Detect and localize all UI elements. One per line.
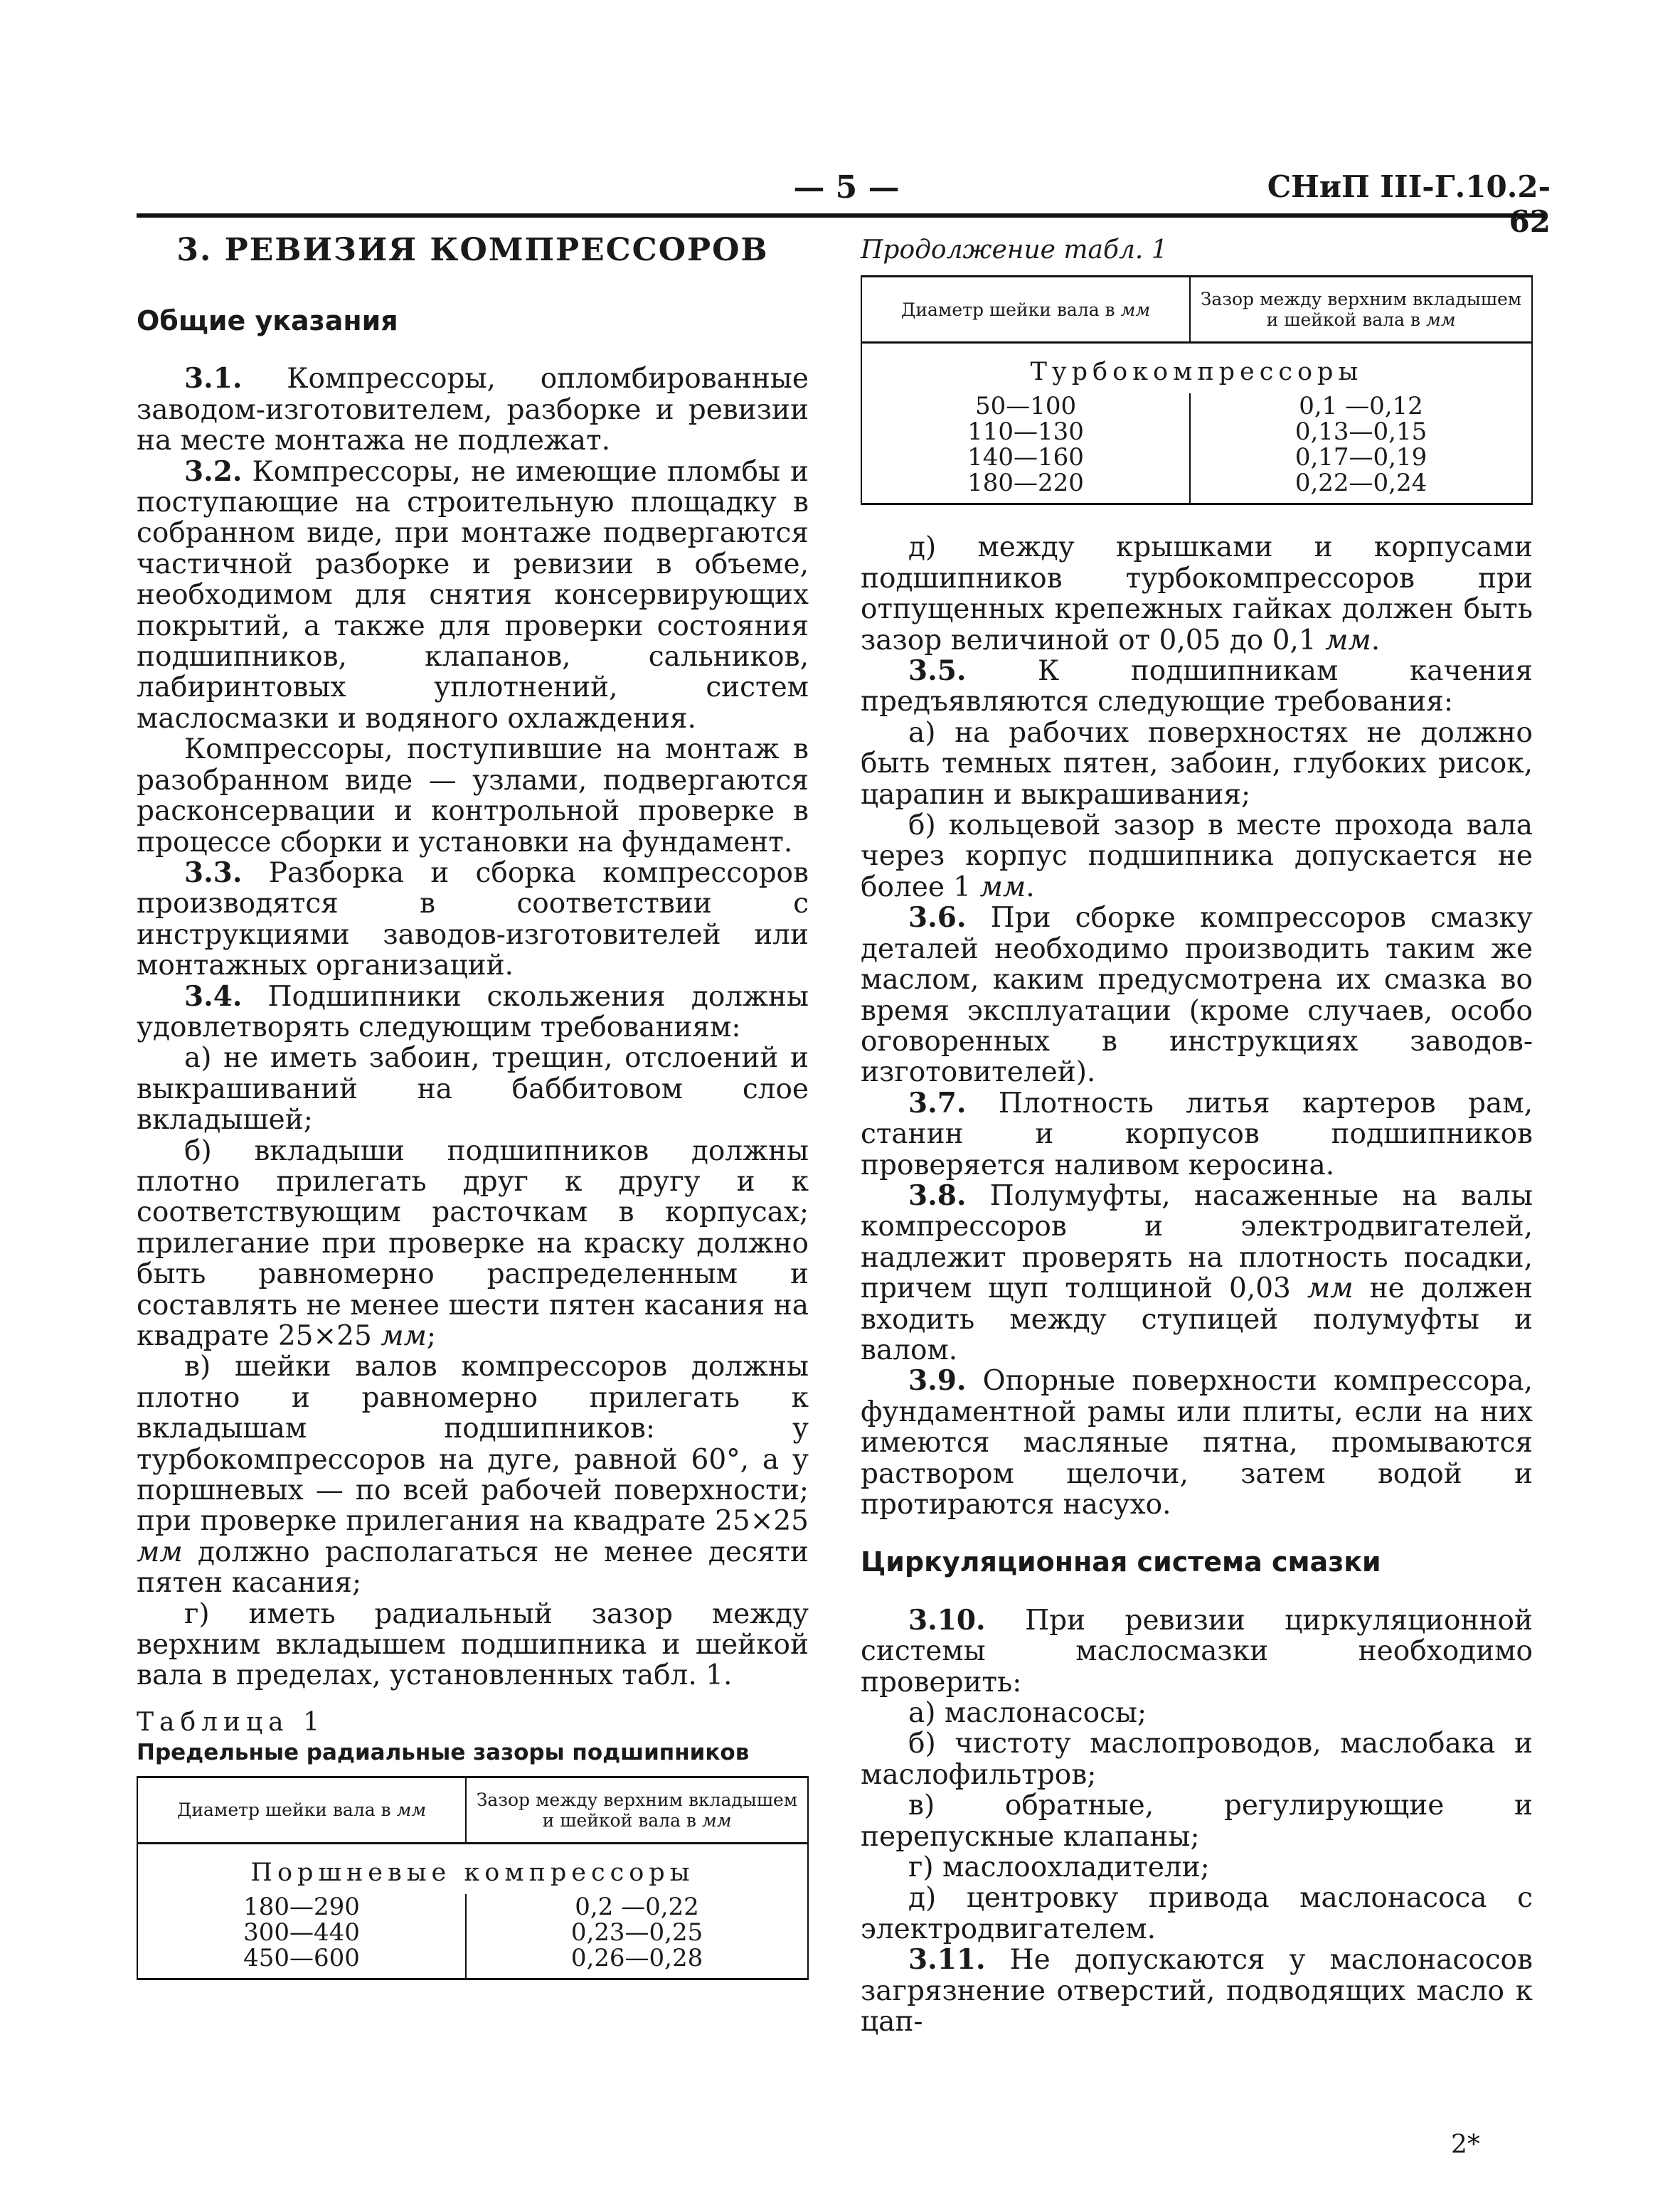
- para-text: При ревизии циркуляционной системы маслосмазки необходимо проверить:: [861, 1604, 1533, 1698]
- para-number: 3.4.: [184, 979, 243, 1013]
- table1-caption: Таблица 1: [137, 1707, 325, 1737]
- para-3-7: [861, 1088, 1533, 1181]
- list-item-a: а) на рабочих поверхностях не должно быть темных пятен, забоин, глубоких рисок, царапин и выкрашивания;: [861, 716, 1533, 811]
- para-number: 3.6.: [908, 901, 967, 935]
- table1-title: Предельные радиальные зазоры подшипников: [137, 1740, 750, 1766]
- signature-mark: 2*: [1451, 2130, 1480, 2159]
- para-3-11: [861, 1945, 1533, 2037]
- table-row: 140—160 0,17—0,19: [861, 445, 1532, 470]
- list-item-v: в) обратные, регулирующие и перепускные клапаны;: [861, 1790, 1533, 1853]
- subsection-general: Общие указания: [137, 305, 398, 336]
- header-rule: [137, 213, 1545, 218]
- para-text: Компрессоры, не имеющие пломбы и поступающие на строительную площадку в собранном виде, при монтаже подвергаются частичной разборке и ревизии в объеме, необходимом для снятия консервирующих покрытий, а также для проверки состояния подшипников, клапанов, сальников, лабиринтовых уплотнений, систем маслосмазки и водяного охлаждения.: [137, 455, 809, 735]
- unit-mm: мм: [137, 1536, 183, 1568]
- para-text: При сборке компрессоров смазку деталей необходимо производить таким же маслом, каким предусмотрена их смазка во время эксплуатации (кроме случаев, особо оговоренных в инструкциях заводов-изготовителей).: [861, 902, 1533, 1089]
- list-item-a: а) маслонасосы;: [908, 1697, 1147, 1730]
- para-3-8: 3.8. Полумуфты, насаженные на валы компрессоров и электродвигателей, надлежит проверять на плотность посадки, причем щуп толщиной 0,03 мм не должен входить между ступицей полумуфты и валом.: [861, 1179, 1533, 1366]
- para-number: 3.8.: [908, 1179, 967, 1212]
- para-3-2-continued: Компрессоры, поступившие на монтаж в разобранном виде — узлами, подвергаются расконсервации и контрольной проверке в процессе сборки и установки на фундамент.: [137, 733, 809, 858]
- table-header-gap: Зазор между верхним вкладышем и шейкой вала в мм: [466, 1777, 808, 1843]
- list-item-v: [137, 1351, 809, 1598]
- list-item-b: [137, 1136, 809, 1352]
- table-row: 180—220 0,22—0,24: [861, 470, 1532, 504]
- para-3-1: [137, 363, 809, 456]
- item-text: б) вкладыши подшипников должны плотно прилегать друг к другу и к соответствующим расточкам в корпусах; прилегание при проверке на краску должно быть равномерно распределенным и составлять не менее шести пятен касания на квадрате 25×25: [137, 1134, 809, 1352]
- list-item-b: б) чистоту маслопроводов, маслобака и маслофильтров;: [861, 1728, 1533, 1791]
- para-text: Опорные поверхности компрессора, фундаментной рамы или плиты, если на них имеются масляные пятна, промываются раствором щелочи, затем водой и протираются насухо.: [861, 1365, 1533, 1521]
- table-row: 110—130 0,13—0,15: [861, 419, 1532, 445]
- para-text: Компрессоры, опломбированные заводом-изготовителем, разборке и ревизии на месте монтажа не подлежат.: [137, 363, 809, 457]
- item-text-end: ;: [426, 1320, 437, 1352]
- para-number: 3.7.: [908, 1086, 967, 1120]
- unit-mm: мм: [1307, 1272, 1354, 1305]
- para-text: Разборка и сборка компрессоров производятся в соответствии с инструкциями заводов-изготовителей или монтажных организаций.: [137, 856, 809, 982]
- table-row: 180—290 0,2 —0,22: [137, 1894, 808, 1920]
- unit-mm: мм: [1325, 624, 1371, 656]
- left-column: [137, 232, 809, 1980]
- para-3-4: [137, 979, 809, 1043]
- para-3-9: [861, 1366, 1533, 1520]
- table-header-gap: Зазор между верхним вкладышем и шейкой вала в мм: [1190, 277, 1532, 343]
- table-group-label: Турбокомпрессоры: [1030, 358, 1363, 387]
- para-text: Не допускаются у маслонасосов загрязнение отверстий, подводящих масло к цап-: [861, 1944, 1533, 2038]
- list-item-b: б) кольцевой зазор в месте прохода вала через корпус подшипника допускается не более 1 мм.: [861, 809, 1533, 903]
- para-3-5: [861, 656, 1533, 718]
- right-column: [861, 235, 1533, 2038]
- para-number: 3.1.: [184, 362, 243, 395]
- para-number: 3.9.: [908, 1364, 967, 1398]
- para-text: Плотность литья картеров рам, станин и корпусов подшипников проверяется наливом керосина.: [861, 1087, 1533, 1181]
- para-3-10: [861, 1605, 1533, 1698]
- table-row: 300—440 0,23—0,25: [137, 1920, 808, 1945]
- para-3-2: [137, 454, 809, 735]
- table-group-label: Поршневые компрессоры: [250, 1858, 695, 1887]
- para-text: Подшипники скольжения должны удовлетворять следующим требованиям:: [137, 980, 809, 1043]
- subsection-lubrication: Циркуляционная система смазки: [861, 1546, 1381, 1578]
- table-header-row: [861, 277, 1532, 343]
- list-item-d: д) центровку привода маслонасоса с электродвигателем.: [861, 1882, 1533, 1945]
- table-row: 50—100 0,1 —0,12: [861, 393, 1532, 419]
- section-title: 3. РЕВИЗИЯ КОМПРЕССОРОВ: [176, 232, 769, 268]
- table-header-diameter: Диаметр шейки вала в мм: [861, 277, 1190, 343]
- para-number: 3.3.: [184, 856, 243, 889]
- list-item-g: г) маслоохладители;: [908, 1851, 1210, 1884]
- unit-mm: мм: [381, 1320, 427, 1352]
- table-row: 450—600 0,26—0,28: [137, 1945, 808, 1979]
- table-header-diameter: Диаметр шейки вала в мм: [137, 1777, 466, 1843]
- table1-continued-caption: Продолжение табл. 1: [861, 235, 1168, 265]
- unit-mm: мм: [979, 871, 1026, 903]
- list-item-g: г) иметь радиальный зазор между верхним вкладышем подшипника и шейкой вала в пределах, установленных табл. 1.: [137, 1597, 809, 1692]
- document-code: СНиП III-Г.10.2-62: [1267, 169, 1551, 239]
- list-item-a: а) не иметь забоин, трещин, отслоений и выкрашиваний на баббитовом слое вкладышей;: [137, 1042, 809, 1137]
- para-3-6: [861, 903, 1533, 1088]
- list-item-d: д) между крышками и корпусами подшипников турбокомпрессоров при отпущенных крепежных гайках должен быть зазор величиной от 0,05 до 0,1 мм.: [861, 531, 1533, 656]
- table1: [137, 1776, 809, 1980]
- table1-continued: [861, 275, 1533, 505]
- para-number: 3.10.: [908, 1603, 986, 1637]
- para-number: 3.2.: [184, 454, 243, 488]
- item-text-end: должно располагаться не менее десяти пятен касания;: [137, 1536, 809, 1600]
- item-text: в) шейки валов компрессоров должны плотно и равномерно прилегать к вкладышам подшипников: у турбокомпрессоров на дуге, равной 60°, а у поршневых — по всей рабочей поверхности; при проверке прилегания на квадрате 25×25: [137, 1351, 809, 1538]
- table-header-row: [137, 1777, 808, 1843]
- page-number: — 5 —: [793, 169, 900, 206]
- para-number: 3.5.: [908, 654, 967, 688]
- para-text: К подшипникам качения предъявляются следующие требования:: [861, 655, 1533, 718]
- para-number: 3.11.: [908, 1943, 986, 1977]
- para-3-3: [137, 858, 809, 982]
